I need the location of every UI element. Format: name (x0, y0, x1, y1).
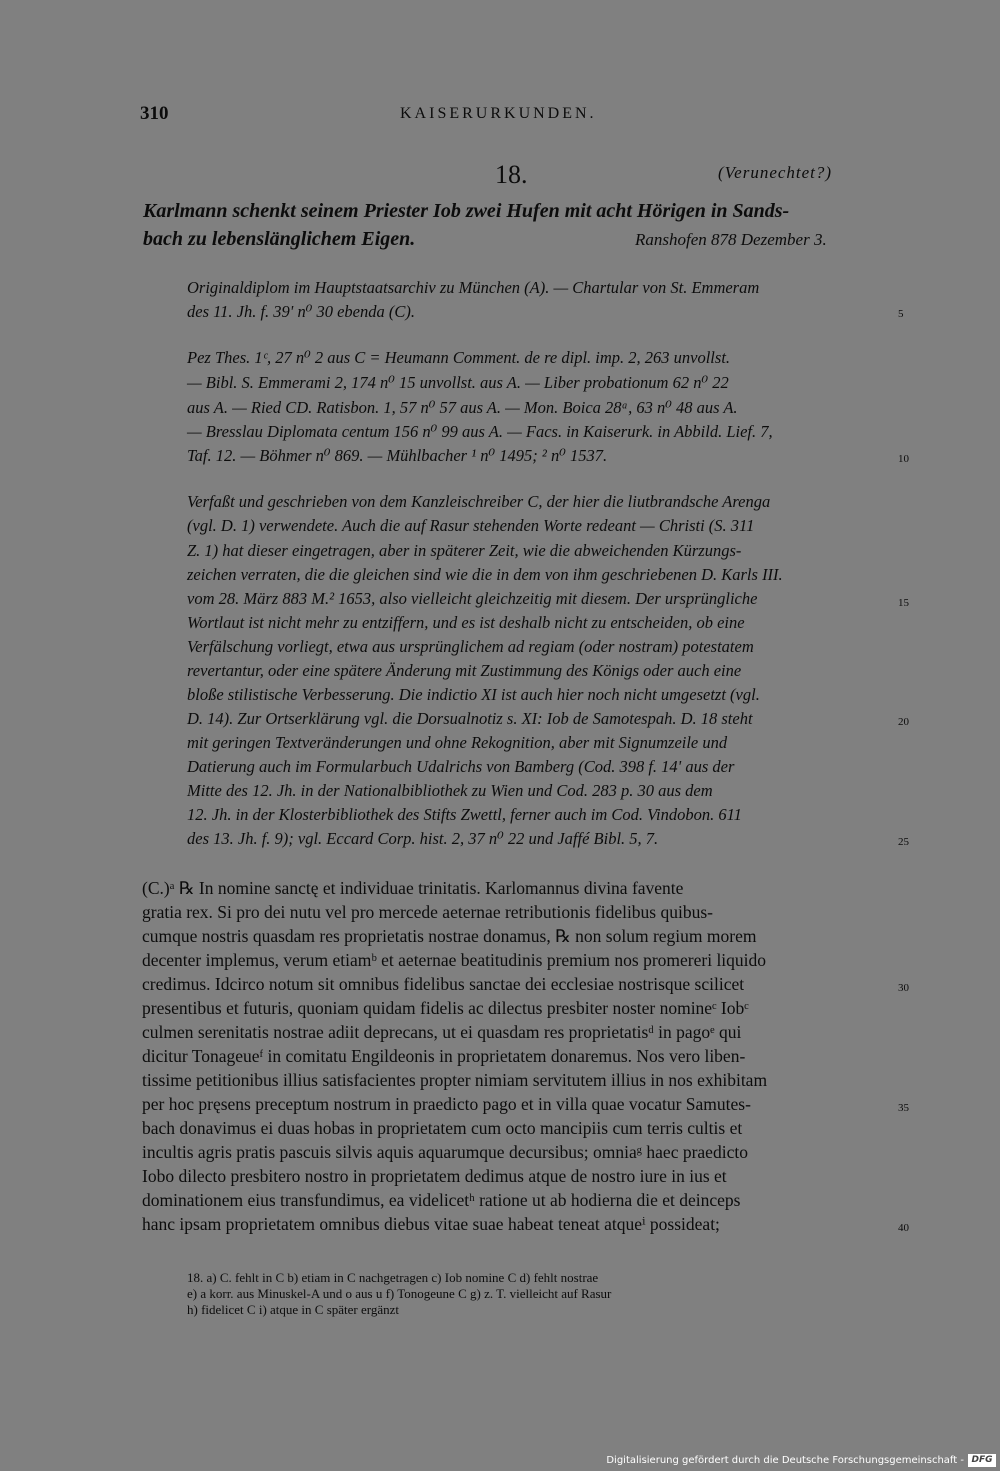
charter-text-line: culmen serenitatis nostrae adiit deprecans, ut ei quasdam res proprietatisᵈ in pagoᵉ qui (142, 1022, 742, 1042)
charter-text-line: presentibus et futuris, quoniam quidam fidelis ac dilectus presbiter noster nomineᶜ Iobᶜ (142, 998, 749, 1018)
charter-text-line: cumque nostris quasdam res proprietatis nostrae donamus, ℞ non solum regium morem (142, 926, 757, 946)
page-number: 310 (140, 103, 169, 124)
document-status: (Verunechtet?) (718, 163, 833, 182)
line-number: 30 (898, 982, 909, 994)
charter-text-line: Iobo dilecto presbitero nostro in proprietatem dedimus atque de nostro iure in ius et (142, 1166, 727, 1186)
running-title: KAISERURKUNDEN. (400, 105, 597, 122)
editions-line: Pez Thes. 1ᶜ, 27 n⁰ 2 aus C = Heumann Comment. de re dipl. imp. 2, 263 unvollst. (187, 348, 731, 367)
editions-line: — Bibl. S. Emmerami 2, 174 n⁰ 15 unvollst. aus A. — Liber probationum 62 n⁰ 22 (187, 373, 729, 392)
document-title-line-1: Karlmann schenkt seinem Priester Iob zwei Hufen mit acht Hörigen in Sands- (143, 200, 790, 222)
footnote-line: 18. a) C. fehlt in C b) etiam in C nachgetragen c) Iob nomine C d) fehlt nostrae (187, 1270, 599, 1285)
commentary-line: 12. Jh. in der Klosterbibliothek des Stifts Zwettl, ferner auch im Cod. Vindobon. 611 (187, 805, 742, 824)
commentary-line: Mitte des 12. Jh. in der Nationalbibliothek zu Wien und Cod. 283 p. 30 aus dem (187, 781, 713, 800)
commentary-line: Verfaßt und geschrieben von dem Kanzleischreiber C, der hier die liutbrandsche Arenga (187, 492, 771, 511)
digitization-footer (0, 1452, 1000, 1471)
digitization-credit: Digitalisierung gefördert durch die Deutsche Forschungsgemeinschaft - (606, 1455, 964, 1466)
charter-text-line: bach donavimus ei duas hobas in proprietatem cum octo mancipiis cum terris cultis et (142, 1118, 743, 1138)
charter-text-line: credimus. Idcirco notum sit omnibus fidelibus sanctae dei ecclesiae nostrisque scilicet (142, 974, 745, 994)
charter-text-line: incultis agris pratis pascuis silvis aquis aquarumque decursibus; omniaᵍ haec praedicto (142, 1142, 748, 1162)
charter-text-line: hanc ipsam proprietatem omnibus diebus vitae suae habeat teneat atqueⁱ possideat; (142, 1214, 720, 1234)
commentary-line: zeichen verraten, die die gleichen sind wie die in dem von ihm geschriebenen D. Karls III. (187, 565, 783, 584)
line-number: 10 (898, 453, 909, 465)
charter-text-line: gratia rex. Si pro dei nutu vel pro mercede aeternae retributionis fidelibus quibus- (142, 902, 713, 922)
footnote-line: e) a korr. aus Minuskel-A und o aus u f) Tonogeune C g) z. T. vielleicht auf Rasur (187, 1286, 612, 1301)
line-number: 5 (898, 308, 904, 320)
commentary-line: Z. 1) hat dieser eingetragen, aber in späterer Zeit, wie die abweichenden Kürzungs- (187, 541, 742, 560)
provenance-line: des 11. Jh. f. 39' n⁰ 30 ebenda (C). (187, 302, 415, 321)
line-number: 35 (898, 1102, 909, 1114)
footnote-line: h) fidelicet C i) atque in C später ergänzt (187, 1302, 400, 1317)
document-title-line-2: bach zu lebenslänglichem Eigen. (143, 228, 416, 250)
charter-text-line: dicitur Tonageueᶠ in comitatu Engildeonis in proprietatem donaremus. Nos vero liben- (142, 1046, 746, 1066)
provenance-line: Originaldiplom im Hauptstaatsarchiv zu München (A). — Chartular von St. Emmeram (187, 278, 760, 297)
line-number: 25 (898, 836, 909, 848)
line-number: 40 (898, 1222, 909, 1234)
commentary-line: Datierung auch im Formularbuch Udalrichs von Bamberg (Cod. 398 f. 14' aus der (187, 757, 735, 776)
commentary-line: mit geringen Textveränderungen und ohne Rekognition, aber mit Signumzeile und (187, 733, 728, 752)
commentary-line: D. 14). Zur Ortserklärung vgl. die Dorsualnotiz s. XI: Iob de Samotespah. D. 18 steht (187, 709, 753, 728)
commentary-line: des 13. Jh. f. 9); vgl. Eccard Corp. hist. 2, 37 n⁰ 22 und Jaffé Bibl. 5, 7. (187, 829, 659, 848)
commentary-line: Wortlaut ist nicht mehr zu entziffern, und es ist deshalb nicht zu entscheiden, ob eine (187, 613, 745, 632)
dfg-logo-icon: DFG (968, 1454, 996, 1467)
line-number: 20 (898, 716, 909, 728)
place-and-date: Ranshofen 878 Dezember 3. (635, 230, 827, 249)
commentary-line: revertantur, oder eine spätere Änderung mit Zustimmung des Königs oder auch eine (187, 661, 742, 680)
charter-text-line: decenter implemus, verum etiamᵇ et aeternae beatitudinis premium nos promereri liquido (142, 950, 767, 970)
commentary-line: (vgl. D. 1) verwendete. Auch die auf Rasur stehenden Worte redeant — Christi (S. 311 (187, 516, 755, 535)
commentary-line: vom 28. März 883 M.² 1653, also vielleicht gleichzeitig mit diesem. Der ursprüngliche (187, 589, 758, 608)
editions-line: Taf. 12. — Böhmer n⁰ 869. — Mühlbacher ¹ n⁰ 1495; ² n⁰ 1537. (187, 446, 608, 465)
charter-text-line: dominationem eius transfundimus, ea videlicetʰ ratione ut ab hodierna die et deinceps (142, 1190, 741, 1210)
charter-text-line: tissime petitionibus illius satisfacientes propter nimiam servitutem illius in nos exhibitam (142, 1070, 768, 1090)
commentary-line: bloße stilistische Verbesserung. Die indictio XI ist auch hier noch nicht umgesetzt (vgl. (187, 685, 760, 704)
charter-text-line: per hoc pręsens preceptum nostrum in praedicto pago et in villa quae vocatur Samutes- (142, 1094, 751, 1114)
editions-line: — Bresslau Diplomata centum 156 n⁰ 99 aus A. — Facs. in Kaiserurk. in Abbild. Lief. 7, (187, 422, 773, 441)
line-number: 15 (898, 597, 909, 609)
commentary-line: Verfälschung vorliegt, etwa aus ursprünglichem ad regiam (oder nostram) potestatem (187, 637, 754, 656)
charter-text-line: (C.)ᵃ ℞ In nomine sanctę et individuae trinitatis. Karlomannus divina favente (142, 878, 684, 898)
editions-line: aus A. — Ried CD. Ratisbon. 1, 57 n⁰ 57 aus A. — Mon. Boica 28ᵃ, 63 n⁰ 48 aus A. (187, 398, 738, 417)
document-number: 18. (495, 160, 528, 189)
